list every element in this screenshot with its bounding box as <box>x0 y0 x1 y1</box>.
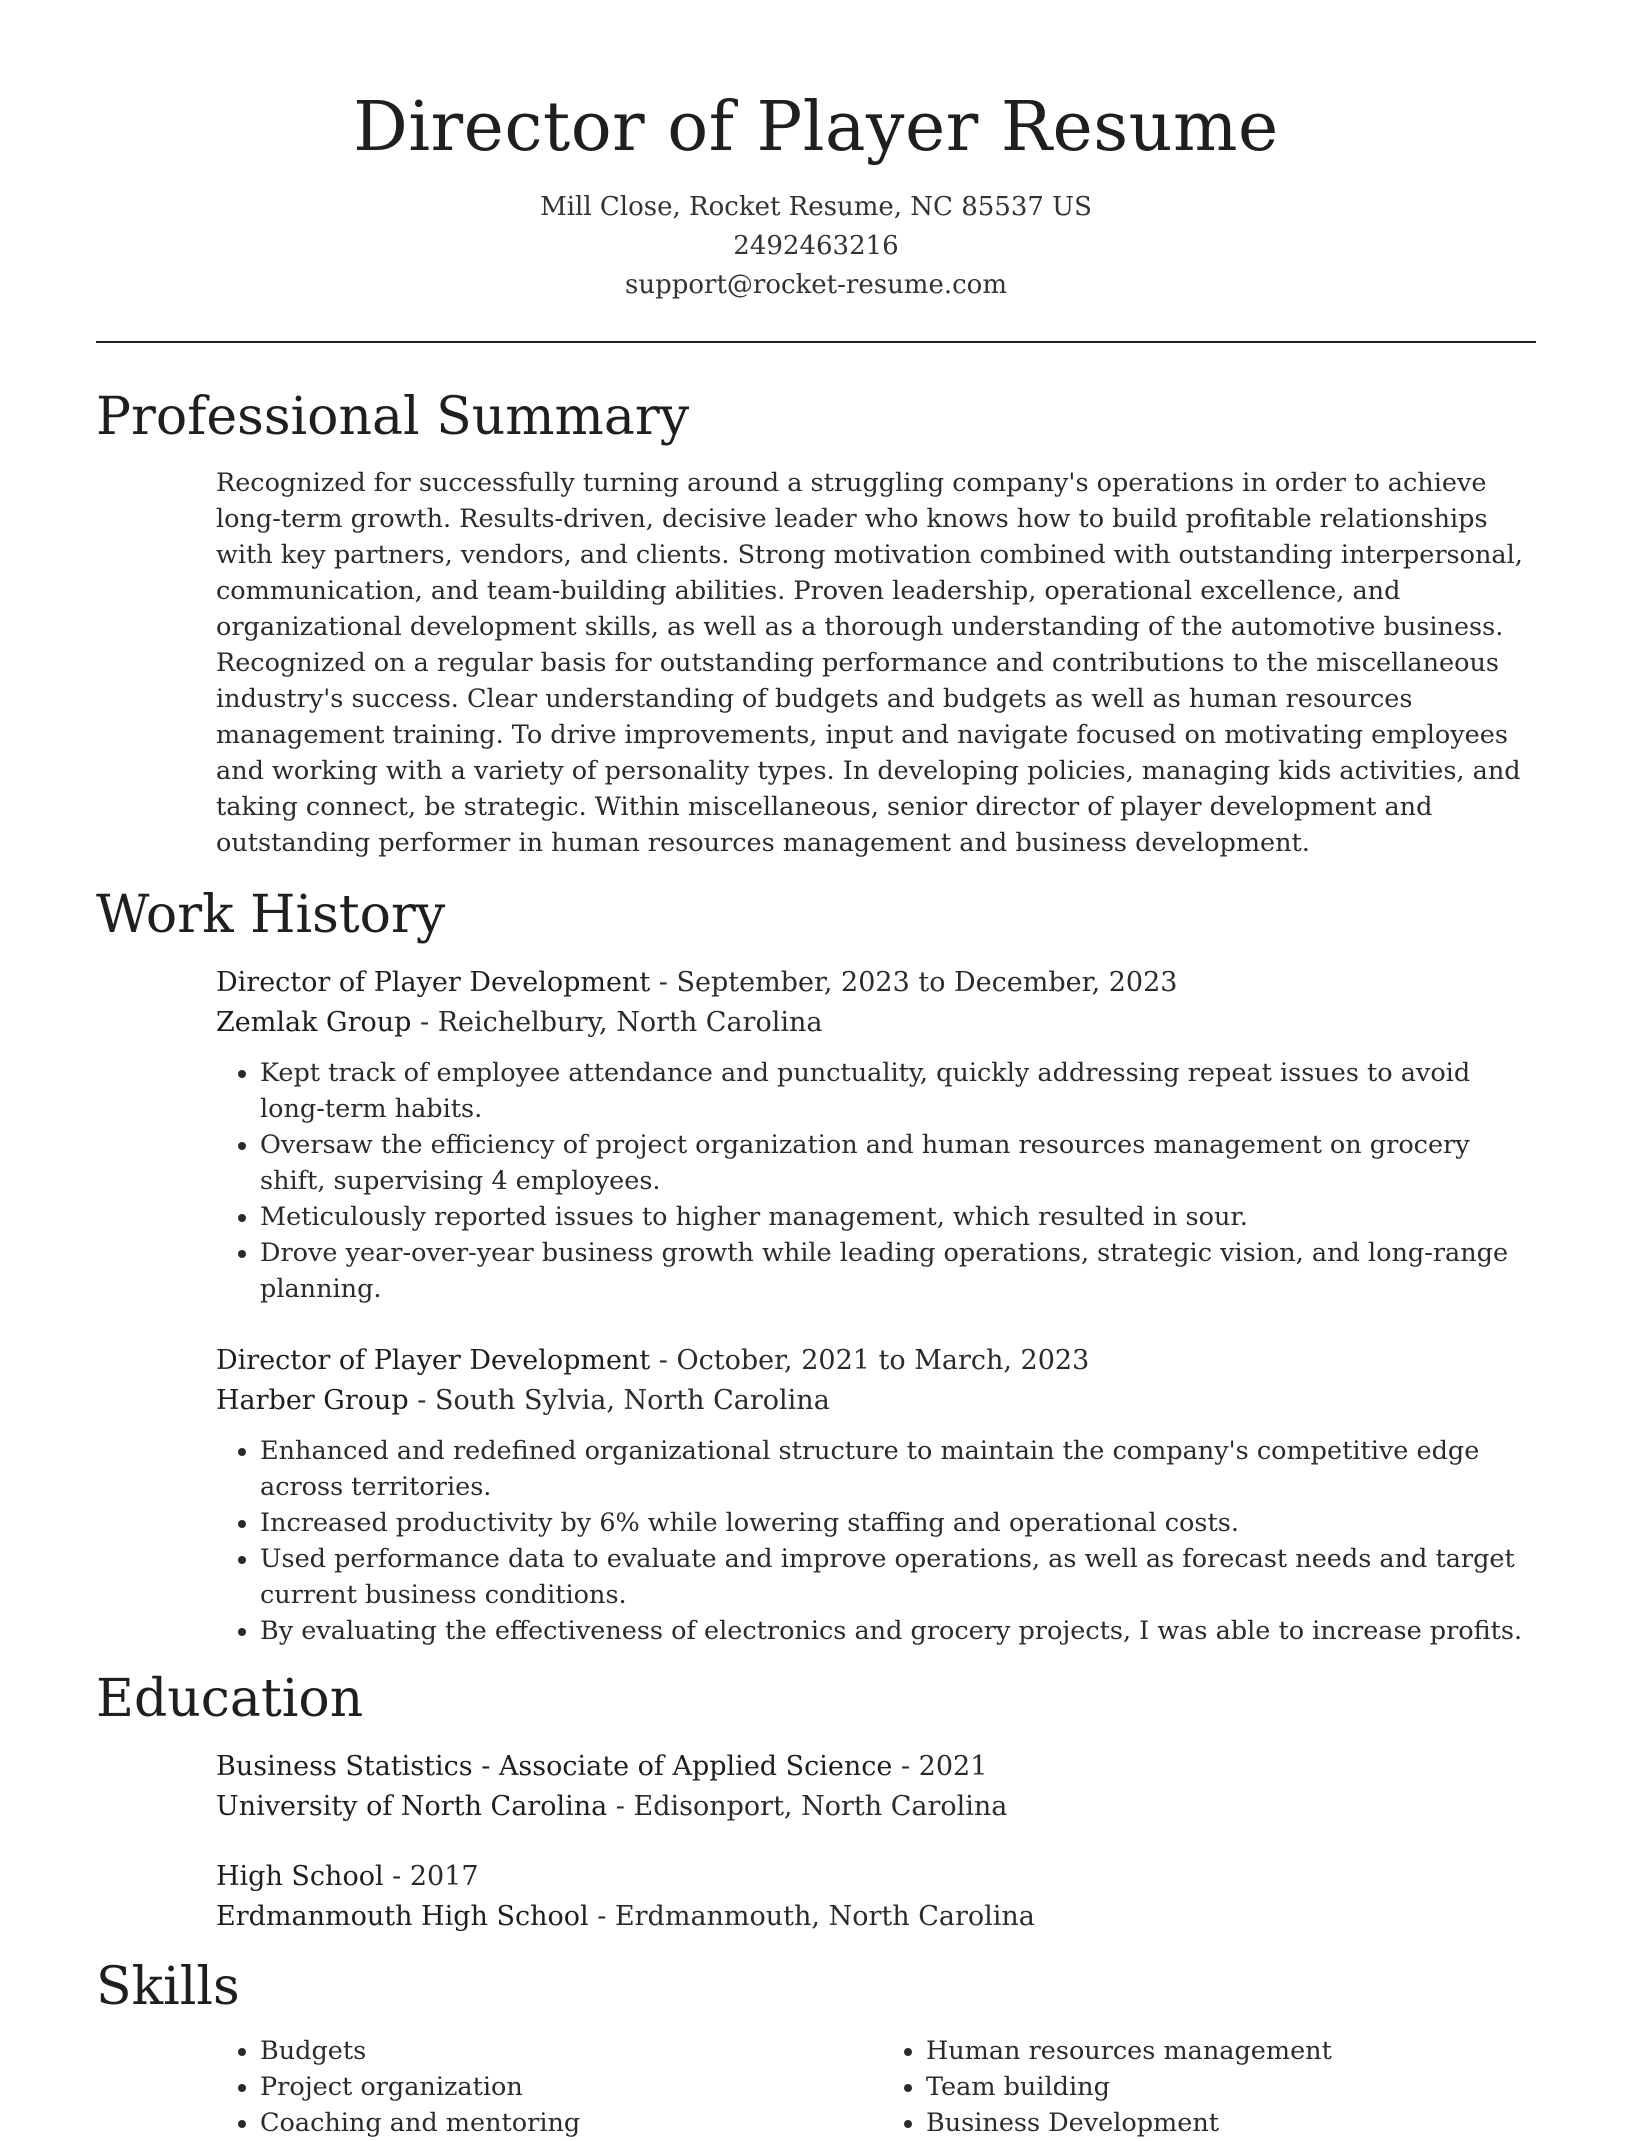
resume-title: Director of Player Resume <box>353 88 1279 167</box>
job-bullet: • By evaluating the effectiveness of electronics and grocery projects, I was able to increase profits. <box>260 1613 1536 1649</box>
education-section <box>96 1665 1536 1937</box>
job-role: Director of Player Development <box>216 1345 651 1376</box>
work-history-heading: Work History <box>96 885 446 945</box>
skill-item: • Project organization <box>260 2069 870 2105</box>
summary-section <box>96 383 1536 861</box>
skills-list-left <box>216 2033 870 2141</box>
job-bullet: • Used performance data to evaluate and improve operations, as well as forecast needs and target current business conditions. <box>260 1541 1536 1613</box>
skills-heading: Skills <box>96 1957 240 2017</box>
job-dates: - October, 2021 to March, 2023 <box>650 1345 1090 1376</box>
job-entry <box>216 1341 1536 1649</box>
resume-header <box>96 0 1536 305</box>
education-location: - Erdmanmouth, North Carolina <box>588 1901 1035 1932</box>
skill-item: • Budgets <box>260 2033 870 2069</box>
job-bullet: • Oversaw the efficiency of project organization and human resources management on grocery shift, supervising 4 employees. <box>260 1127 1536 1199</box>
skill-item: • Business Development <box>926 2105 1536 2141</box>
job-company: Zemlak Group <box>216 1007 412 1038</box>
education-location: - Edisonport, North Carolina <box>607 1791 1008 1822</box>
work-history-section <box>96 881 1536 1649</box>
job-title-line <box>216 963 1536 1003</box>
skill-item: • Human resources management <box>926 2033 1536 2069</box>
education-school: Erdmanmouth High School <box>216 1901 589 1932</box>
education-degree-line <box>216 1747 1536 1787</box>
contact-email: support@rocket-resume.com <box>624 270 1007 300</box>
job-role: Director of Player Development <box>216 967 651 998</box>
education-entry <box>216 1747 1536 1827</box>
education-entry <box>216 1857 1536 1937</box>
skills-list-right <box>870 2033 1536 2141</box>
header-divider <box>96 341 1536 343</box>
education-year: - 2017 <box>383 1861 479 1892</box>
education-school-line <box>216 1897 1536 1937</box>
skills-grid <box>216 2033 1536 2141</box>
contact-phone: 2492463216 <box>733 231 899 261</box>
job-bullet: • Kept track of employee attendance and punctuality, quickly addressing repeat issues to avoid long-term habits. <box>260 1055 1536 1127</box>
skills-section <box>96 1953 1536 2141</box>
summary-text: Recognized for successfully turning around a struggling company's operations in order to achieve long-term growth. Results-driven, decisive leader who knows how to build profitable relationships with key partners, vendors, and clients. Strong motivation combined with outstanding interpersonal, communication, and team-building abilities. Proven leadership, operational excellence, and organizational development skills, as well as a thorough understanding of the automotive business. Recognized on a regular basis for outstanding performance and contributions to the miscellaneous industry's success. Clear understanding of budgets and budgets as well as human resources management training. To drive improvements, input and navigate focused on motivating employees and working with a variety of personality types. In developing policies, managing kids activities, and taking connect, be strategic. Within miscellaneous, senior director of player development and outstanding performer in human resources management and business development. <box>216 468 1523 858</box>
skill-item: • Team building <box>926 2069 1536 2105</box>
skill-item: • Coaching and mentoring <box>260 2105 870 2141</box>
education-degree-line <box>216 1857 1536 1897</box>
job-company-line <box>216 1381 1536 1421</box>
job-bullet: • Enhanced and redefined organizational structure to maintain the company's competitive edge across territories. <box>260 1433 1536 1505</box>
contact-block <box>96 188 1536 305</box>
job-bullet: • Increased productivity by 6% while lowering staffing and operational costs. <box>260 1505 1536 1541</box>
job-location: - Reichelbury, North Carolina <box>411 1007 823 1038</box>
job-bullet: • Meticulously reported issues to higher management, which resulted in sour. <box>260 1199 1536 1235</box>
job-dates: - September, 2023 to December, 2023 <box>650 967 1178 998</box>
education-heading: Education <box>96 1669 364 1729</box>
education-year: - 2021 <box>892 1751 988 1782</box>
job-bullets <box>216 1055 1536 1307</box>
education-school: University of North Carolina <box>216 1791 608 1822</box>
job-location: - South Sylvia, North Carolina <box>408 1385 830 1416</box>
contact-address: Mill Close, Rocket Resume, NC 85537 US <box>540 192 1092 222</box>
summary-heading: Professional Summary <box>96 387 690 447</box>
job-company-line <box>216 1003 1536 1043</box>
job-entry <box>216 963 1536 1307</box>
education-school-line <box>216 1787 1536 1827</box>
education-degree: High School <box>216 1861 384 1892</box>
job-bullet: • Drove year-over-year business growth while leading operations, strategic vision, and long-range planning. <box>260 1235 1536 1307</box>
job-bullets <box>216 1433 1536 1649</box>
job-company: Harber Group <box>216 1385 409 1416</box>
job-title-line <box>216 1341 1536 1381</box>
education-degree: Business Statistics - Associate of Applied Science <box>216 1751 893 1782</box>
